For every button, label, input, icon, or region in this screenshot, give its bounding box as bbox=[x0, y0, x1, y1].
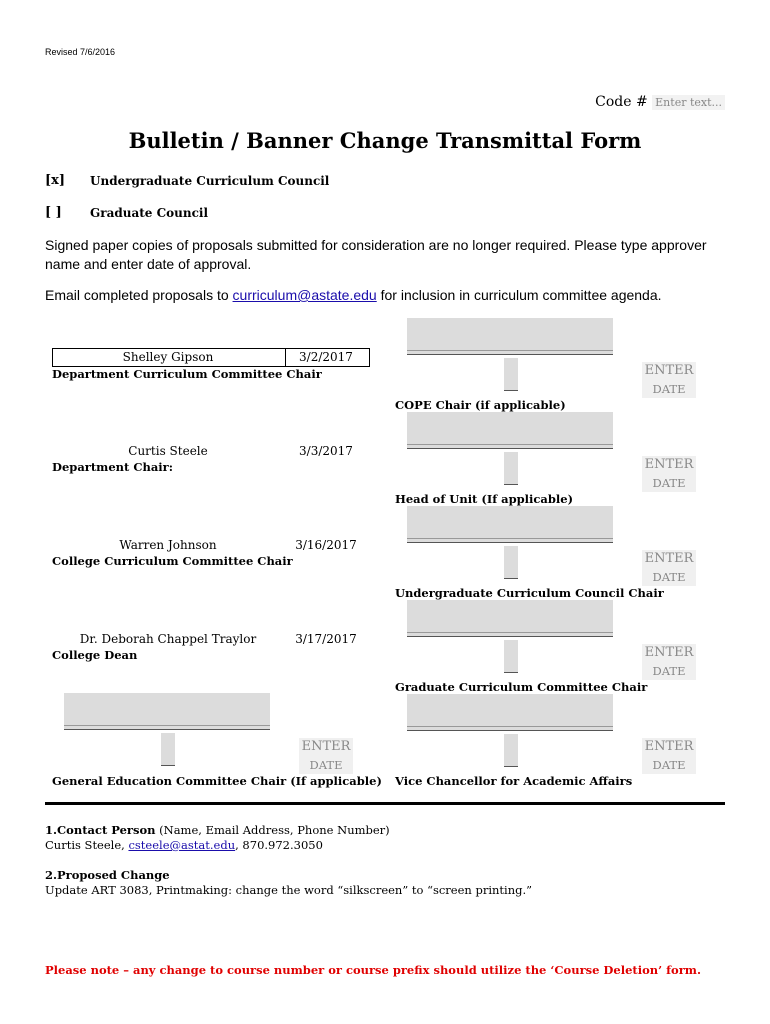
enter-date-bottom: DATE bbox=[652, 382, 686, 396]
email-instructions bbox=[45, 286, 735, 305]
contact-email-link[interactable]: csteele@astat.edu bbox=[128, 838, 236, 852]
college-dean-name[interactable]: Dr. Deborah Chappel Traylor bbox=[79, 632, 257, 646]
college-dean-label: College Dean bbox=[52, 648, 138, 662]
email-text-before: Email completed proposals to bbox=[45, 287, 233, 303]
enter-date-top: ENTER bbox=[644, 457, 694, 472]
college-committee-chair-name[interactable]: Warren Johnson bbox=[119, 538, 217, 552]
gen-ed-chair-field-stub[interactable] bbox=[161, 733, 175, 766]
proposed-change-text: Update ART 3083, Printmaking: change the word “silkscreen” to “screen printing.” bbox=[45, 883, 533, 897]
vc-academic-affairs-name-field[interactable] bbox=[407, 694, 613, 731]
enter-date-bottom: DATE bbox=[309, 758, 343, 772]
code-field bbox=[595, 94, 725, 110]
ucc-chair-field-stub[interactable] bbox=[504, 546, 518, 579]
contact-heading-label: 1.Contact Person bbox=[45, 823, 156, 837]
dept-committee-chair-name[interactable]: Shelley Gipson bbox=[122, 350, 214, 364]
gen-ed-chair-date-field[interactable] bbox=[299, 738, 353, 774]
college-committee-chair-date[interactable]: 3/16/2017 bbox=[295, 538, 357, 552]
contact-phone: , 870.972.3050 bbox=[235, 838, 323, 852]
dept-chair-date[interactable]: 3/3/2017 bbox=[299, 444, 353, 458]
dept-chair-label: Department Chair: bbox=[52, 460, 173, 474]
gc-checkbox[interactable]: [ ] bbox=[45, 205, 62, 220]
curriculum-email-link[interactable]: curriculum@astate.edu bbox=[232, 287, 377, 303]
cope-chair-field-stub[interactable] bbox=[504, 358, 518, 391]
enter-date-top: ENTER bbox=[644, 739, 694, 754]
revised-date: Revised 7/6/2016 bbox=[45, 47, 116, 57]
gcc-chair-name-field[interactable] bbox=[407, 600, 613, 637]
gen-ed-chair-label: General Education Committee Chair (If applicable) bbox=[52, 774, 382, 788]
email-text-after: for inclusion in curriculum committee agenda. bbox=[376, 287, 662, 303]
gc-label: Graduate Council bbox=[90, 206, 209, 220]
contact-heading-note: (Name, Email Address, Phone Number) bbox=[155, 823, 390, 837]
enter-date-top: ENTER bbox=[301, 739, 351, 754]
head-of-unit-date-field[interactable] bbox=[642, 456, 696, 492]
ucc-chair-name-field[interactable] bbox=[407, 506, 613, 543]
form-title: Bulletin / Banner Change Transmittal Form bbox=[128, 128, 642, 153]
gcc-chair-field-stub[interactable] bbox=[504, 640, 518, 673]
head-of-unit-label: Head of Unit (If applicable) bbox=[395, 492, 574, 506]
contact-person-heading bbox=[45, 823, 390, 837]
gen-ed-chair-name-field[interactable] bbox=[64, 693, 270, 730]
vc-academic-affairs-label: Vice Chancellor for Academic Affairs bbox=[395, 774, 633, 788]
college-dean-date[interactable]: 3/17/2017 bbox=[295, 632, 357, 646]
section-divider bbox=[45, 802, 725, 805]
course-deletion-note: Please note – any change to course number or course prefix should utilize the ‘Course Deletion’ form. bbox=[45, 963, 701, 977]
code-input[interactable]: Enter text... bbox=[652, 95, 725, 110]
enter-date-top: ENTER bbox=[644, 645, 694, 660]
head-of-unit-name-field[interactable] bbox=[407, 412, 613, 449]
enter-date-bottom: DATE bbox=[652, 570, 686, 584]
head-of-unit-field-stub[interactable] bbox=[504, 452, 518, 485]
vc-academic-affairs-field-stub[interactable] bbox=[504, 734, 518, 767]
instructions-paragraph: Signed paper copies of proposals submitted for consideration are no longer required. Please type approver name and enter date of approval. bbox=[45, 237, 707, 272]
college-committee-chair-label: College Curriculum Committee Chair bbox=[52, 554, 293, 568]
contact-person-details bbox=[45, 838, 323, 852]
ucc-chair-date-field[interactable] bbox=[642, 550, 696, 586]
contact-name: Curtis Steele, bbox=[45, 838, 129, 852]
ucc-checkbox[interactable]: [x] bbox=[45, 173, 66, 188]
vc-academic-affairs-date-field[interactable] bbox=[642, 738, 696, 774]
ucc-chair-label: Undergraduate Curriculum Council Chair bbox=[395, 586, 664, 600]
enter-date-bottom: DATE bbox=[652, 476, 686, 490]
proposed-change-heading: 2.Proposed Change bbox=[45, 868, 170, 882]
cope-chair-label: COPE Chair (if applicable) bbox=[395, 398, 566, 412]
cope-chair-date-field[interactable] bbox=[642, 362, 696, 398]
cope-chair-name-field[interactable] bbox=[407, 318, 613, 355]
code-label: Code # bbox=[595, 94, 648, 110]
ucc-label: Undergraduate Curriculum Council bbox=[90, 174, 330, 188]
dept-chair-name[interactable]: Curtis Steele bbox=[128, 444, 208, 458]
enter-date-bottom: DATE bbox=[652, 664, 686, 678]
enter-date-top: ENTER bbox=[644, 363, 694, 378]
enter-date-bottom: DATE bbox=[652, 758, 686, 772]
gcc-chair-date-field[interactable] bbox=[642, 644, 696, 680]
gcc-chair-label: Graduate Curriculum Committee Chair bbox=[395, 680, 648, 694]
enter-date-top: ENTER bbox=[644, 551, 694, 566]
dept-committee-chair-label: Department Curriculum Committee Chair bbox=[52, 367, 322, 381]
dept-committee-chair-date[interactable]: 3/2/2017 bbox=[299, 350, 353, 364]
